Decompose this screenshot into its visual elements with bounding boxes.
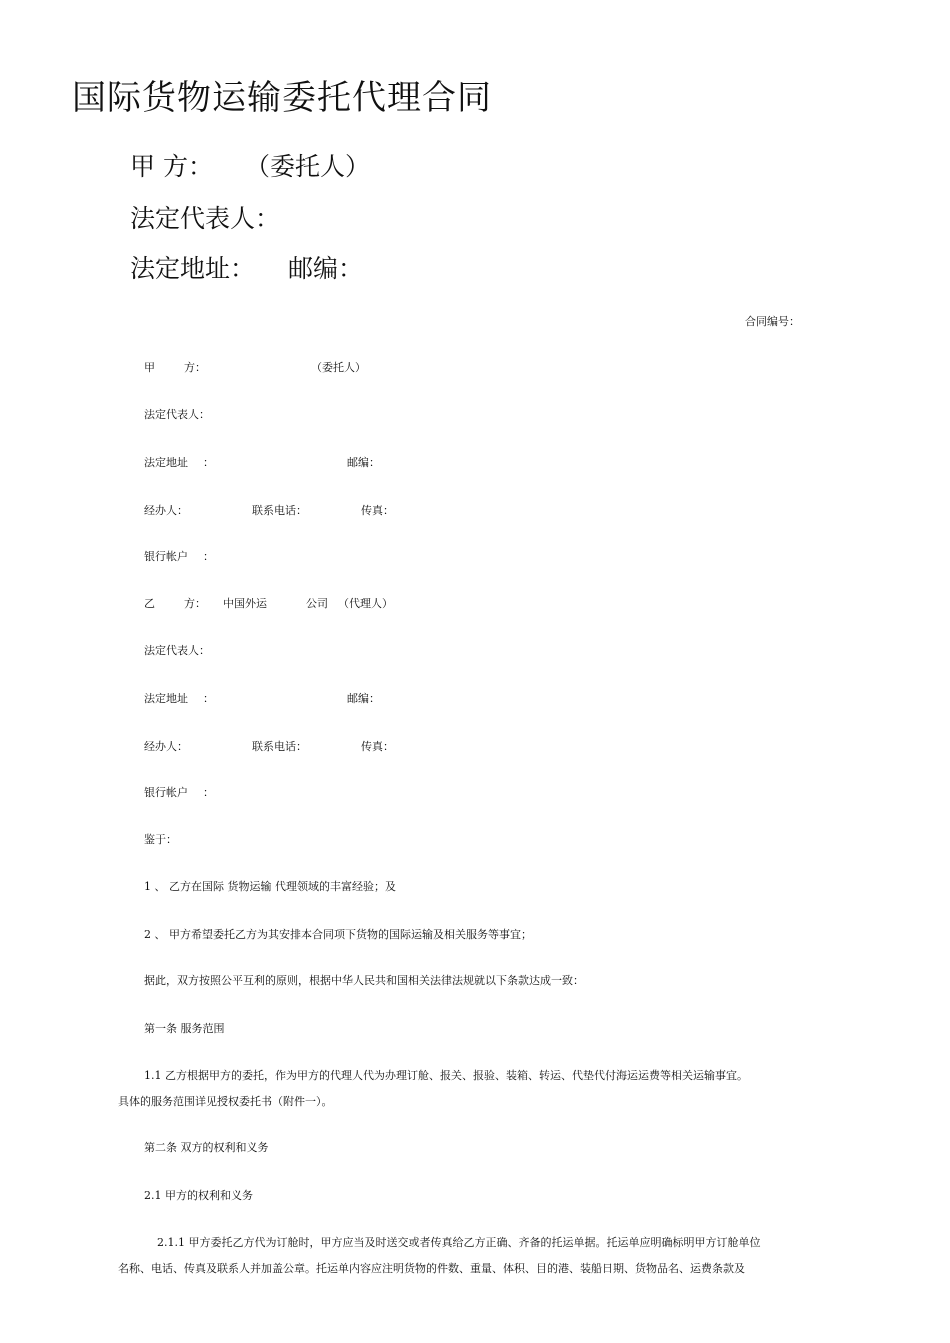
party-a-postcode: 邮编：: [347, 456, 380, 469]
party-b-fax: 传真：: [361, 740, 394, 753]
recital-2: 2 、 甲方希望委托乙方为其安排本合同项下货物的国际运输及相关服务等事宜；: [144, 928, 532, 941]
party-b-bank: 银行帐户: [144, 786, 188, 799]
party-b-postcode: 邮编：: [347, 692, 380, 705]
article-2-title: 第二条 双方的权利和义务: [144, 1141, 269, 1154]
party-a-label: 甲: [144, 361, 155, 374]
party-a-agent: 经办人：: [144, 504, 188, 517]
party-b-legal-rep: 法定代表人：: [144, 644, 210, 657]
party-b-addr: 法定地址: [144, 692, 188, 705]
article-2-1: 2.1 甲方的权利和义务: [144, 1189, 253, 1202]
agreement-clause: 据此，双方按照公平互利的原则，根据中华人民共和国相关法律法规就以下条款达成一致：: [144, 974, 584, 987]
article-2-1-1-line-2: 名称、电话、传真及联系人并加盖公章。托运单内容应注明货物的件数、重量、体积、目的港、装船日期、货物品名、运费条款及: [118, 1262, 745, 1275]
header-party-a-role: （委托人）: [245, 152, 371, 181]
recital-1: 1 、 乙方在国际 货物运输 代理领域的丰富经验；及: [144, 880, 396, 893]
party-b-company-2: 公司: [306, 597, 328, 610]
whereas-label: 鉴于：: [144, 833, 177, 846]
party-b-addr-colon: ：: [203, 692, 214, 705]
header-legal-addr: 法定地址：: [130, 254, 256, 283]
party-a-role: （委托人）: [311, 361, 366, 374]
article-1-1-line-2: 具体的服务范围详见授权委托书（附件一）。: [118, 1095, 333, 1108]
party-b-label: 乙: [144, 597, 155, 610]
article-1-1-line-1: 1.1 乙方根据甲方的委托，作为甲方的代理人代为办理订舱、报关、报验、装箱、转运、代垫代付海运运费等相关运输事宜。: [144, 1069, 748, 1082]
article-1-title: 第一条 服务范围: [144, 1022, 225, 1035]
document-title: 国际货物运输委托代理合同: [72, 78, 492, 118]
party-a-legal-rep: 法定代表人：: [144, 408, 210, 421]
party-b-label-2: 方：: [184, 597, 206, 610]
header-legal-rep: 法定代表人：: [130, 204, 281, 233]
header-postcode: 邮编：: [288, 254, 364, 283]
party-a-label-2: 方：: [184, 361, 206, 374]
party-a-phone: 联系电话：: [252, 504, 307, 517]
party-a-bank-colon: ：: [203, 550, 214, 563]
party-a-addr-colon: ：: [203, 456, 214, 469]
party-a-addr: 法定地址: [144, 456, 188, 469]
party-b-bank-colon: ：: [203, 786, 214, 799]
contract-number-label: 合同编号：: [745, 315, 800, 328]
party-b-phone: 联系电话：: [252, 740, 307, 753]
party-a-bank: 银行帐户: [144, 550, 188, 563]
header-party-a-label: 甲 方：: [130, 152, 213, 181]
party-b-agent: 经办人：: [144, 740, 188, 753]
party-a-fax: 传真：: [361, 504, 394, 517]
party-b-role: （代理人）: [338, 597, 393, 610]
article-2-1-1-line-1: 2.1.1 甲方委托乙方代为订舱时，甲方应当及时送交或者传真给乙方正确、齐备的托运单据。托运单应明确标明甲方订舱单位: [157, 1236, 761, 1249]
party-b-company: 中国外运: [223, 597, 267, 610]
